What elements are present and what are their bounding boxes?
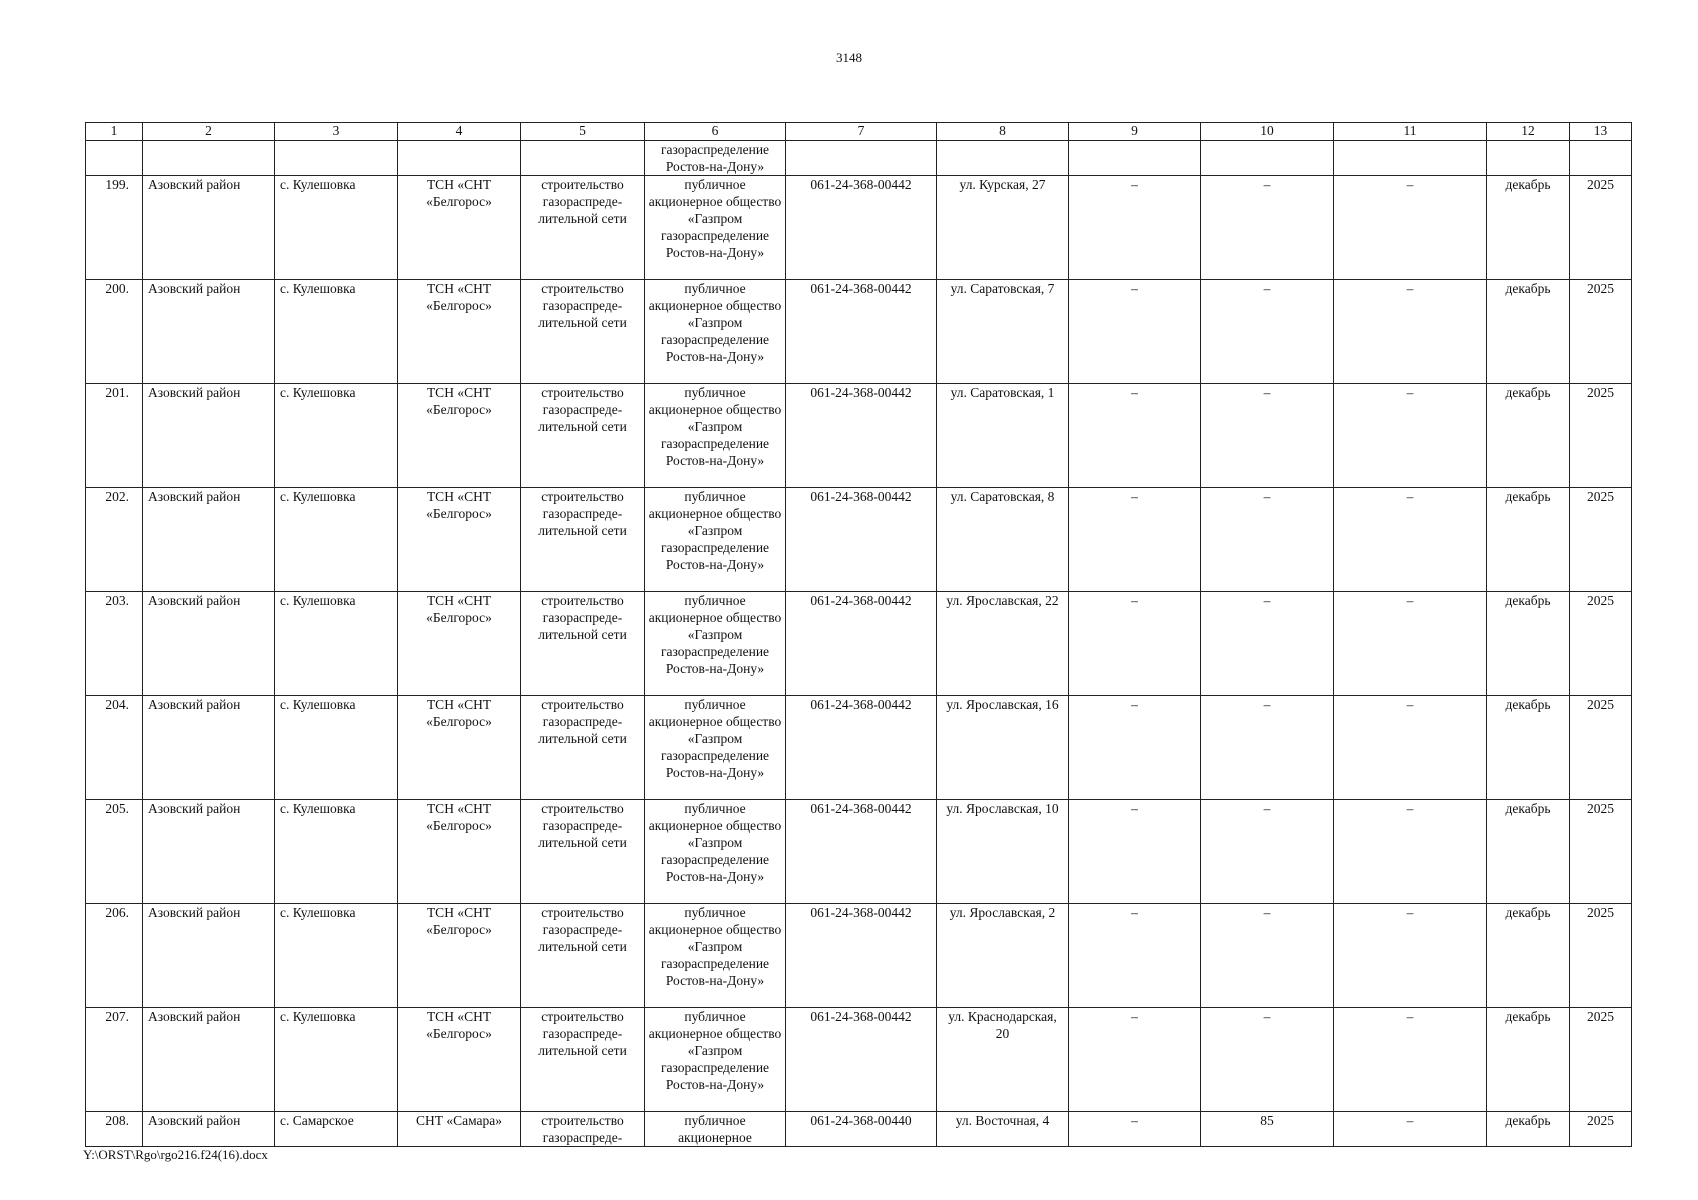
col10-cell: 85 <box>1201 1112 1334 1147</box>
object-code-cell: 061-24-368-00442 <box>786 280 937 384</box>
organization-cell: ТСН «СНТ «Белгорос» <box>398 904 521 1008</box>
col9-cell: – <box>1069 176 1201 280</box>
work-type-cell: строительство газораспреде-лительной сети <box>521 800 645 904</box>
object-code-cell: 061-24-368-00442 <box>786 696 937 800</box>
district-cell: Азовский район <box>143 176 275 280</box>
col11-cell: – <box>1334 488 1487 592</box>
column-header-6: 6 <box>645 123 786 141</box>
work-type-cell: строительство газораспреде- <box>521 1112 645 1147</box>
col9-cell: – <box>1069 800 1201 904</box>
year-cell: 2025 <box>1570 696 1632 800</box>
company-cell: публичное акционерное общество «Газпром газораспределение Ростов-на-Дону» <box>645 384 786 488</box>
month-cell: декабрь <box>1487 1008 1570 1112</box>
company-cell: публичное акционерное общество «Газпром газораспределение Ростов-на-Дону» <box>645 904 786 1008</box>
object-code-cell: 061-24-368-00442 <box>786 800 937 904</box>
col10-cell: – <box>1201 488 1334 592</box>
work-type-cell: строительство газораспреде-лительной сети <box>521 176 645 280</box>
organization-cell: СНТ «Самара» <box>398 1112 521 1147</box>
district-cell: Азовский район <box>143 904 275 1008</box>
work-type-cell: строительство газораспреде-лительной сети <box>521 592 645 696</box>
table-row <box>86 592 1632 696</box>
district-cell: Азовский район <box>143 1008 275 1112</box>
month-cell: декабрь <box>1487 384 1570 488</box>
organization-cell: ТСН «СНТ «Белгорос» <box>398 696 521 800</box>
table-row <box>86 800 1632 904</box>
row-number-cell: 205. <box>86 800 143 904</box>
column-number-header <box>86 123 1632 141</box>
row-number-cell: 208. <box>86 1112 143 1147</box>
table-row <box>86 904 1632 1008</box>
work-type-cell: строительство газораспреде-лительной сети <box>521 384 645 488</box>
settlement-cell: с. Кулешовка <box>275 1008 398 1112</box>
continued-company-cell: газораспределение Ростов-на-Дону» <box>645 141 786 176</box>
column-header-1: 1 <box>86 123 143 141</box>
document-table-wrapper <box>85 122 1631 1147</box>
col10-cell: – <box>1201 280 1334 384</box>
address-cell: ул. Краснодарская, 20 <box>937 1008 1069 1112</box>
district-cell: Азовский район <box>143 800 275 904</box>
table-row <box>86 384 1632 488</box>
work-type-cell: строительство газораспреде-лительной сети <box>521 696 645 800</box>
company-cell: публичное акционерное общество «Газпром газораспределение Ростов-на-Дону» <box>645 176 786 280</box>
column-header-7: 7 <box>786 123 937 141</box>
object-code-cell: 061-24-368-00440 <box>786 1112 937 1147</box>
district-cell: Азовский район <box>143 1112 275 1147</box>
col11-cell: – <box>1334 176 1487 280</box>
company-cell: публичное акционерное общество «Газпром газораспределение Ростов-на-Дону» <box>645 280 786 384</box>
col11-cell: – <box>1334 1112 1487 1147</box>
address-cell: ул. Восточная, 4 <box>937 1112 1069 1147</box>
year-cell: 2025 <box>1570 176 1632 280</box>
object-code-cell: 061-24-368-00442 <box>786 176 937 280</box>
col10-cell: – <box>1201 1008 1334 1112</box>
col10-cell: – <box>1201 800 1334 904</box>
company-cell: публичное акционерное общество «Газпром газораспределение Ростов-на-Дону» <box>645 488 786 592</box>
settlement-cell: с. Самарское <box>275 1112 398 1147</box>
col10-cell: – <box>1201 592 1334 696</box>
gas-network-table <box>85 122 1632 1147</box>
work-type-cell: строительство газораспреде-лительной сети <box>521 1008 645 1112</box>
col9-cell: – <box>1069 280 1201 384</box>
row-number-cell: 206. <box>86 904 143 1008</box>
column-header-4: 4 <box>398 123 521 141</box>
column-header-8: 8 <box>937 123 1069 141</box>
column-header-3: 3 <box>275 123 398 141</box>
year-cell: 2025 <box>1570 904 1632 1008</box>
month-cell: декабрь <box>1487 904 1570 1008</box>
column-header-9: 9 <box>1069 123 1201 141</box>
organization-cell: ТСН «СНТ «Белгорос» <box>398 176 521 280</box>
address-cell: ул. Ярославская, 16 <box>937 696 1069 800</box>
col10-cell: – <box>1201 904 1334 1008</box>
settlement-cell: с. Кулешовка <box>275 488 398 592</box>
company-cell: публичное акционерное <box>645 1112 786 1147</box>
col9-cell: – <box>1069 696 1201 800</box>
settlement-cell: с. Кулешовка <box>275 696 398 800</box>
table-row <box>86 176 1632 280</box>
year-cell: 2025 <box>1570 280 1632 384</box>
address-cell: ул. Курская, 27 <box>937 176 1069 280</box>
organization-cell: ТСН «СНТ «Белгорос» <box>398 488 521 592</box>
col11-cell: – <box>1334 592 1487 696</box>
row-number-cell: 207. <box>86 1008 143 1112</box>
settlement-cell: с. Кулешовка <box>275 384 398 488</box>
address-cell: ул. Ярославская, 22 <box>937 592 1069 696</box>
organization-cell: ТСН «СНТ «Белгорос» <box>398 1008 521 1112</box>
settlement-cell: с. Кулешовка <box>275 176 398 280</box>
company-cell: публичное акционерное общество «Газпром газораспределение Ростов-на-Дону» <box>645 1008 786 1112</box>
organization-cell: ТСН «СНТ «Белгорос» <box>398 800 521 904</box>
object-code-cell: 061-24-368-00442 <box>786 592 937 696</box>
row-number-cell: 199. <box>86 176 143 280</box>
column-header-12: 12 <box>1487 123 1570 141</box>
object-code-cell: 061-24-368-00442 <box>786 1008 937 1112</box>
district-cell: Азовский район <box>143 488 275 592</box>
col10-cell: – <box>1201 176 1334 280</box>
district-cell: Азовский район <box>143 384 275 488</box>
work-type-cell: строительство газораспреде-лительной сети <box>521 904 645 1008</box>
address-cell: ул. Ярославская, 2 <box>937 904 1069 1008</box>
settlement-cell: с. Кулешовка <box>275 592 398 696</box>
month-cell: декабрь <box>1487 176 1570 280</box>
company-cell: публичное акционерное общество «Газпром газораспределение Ростов-на-Дону» <box>645 696 786 800</box>
col9-cell: – <box>1069 488 1201 592</box>
organization-cell: ТСН «СНТ «Белгорос» <box>398 384 521 488</box>
col9-cell: – <box>1069 384 1201 488</box>
page-number: 3148 <box>836 50 862 65</box>
year-cell: 2025 <box>1570 800 1632 904</box>
company-cell: публичное акционерное общество «Газпром газораспределение Ростов-на-Дону» <box>645 592 786 696</box>
month-cell: декабрь <box>1487 280 1570 384</box>
address-cell: ул. Саратовская, 8 <box>937 488 1069 592</box>
column-header-2: 2 <box>143 123 275 141</box>
table-row <box>86 280 1632 384</box>
work-type-cell: строительство газораспреде-лительной сети <box>521 488 645 592</box>
col11-cell: – <box>1334 384 1487 488</box>
table-row <box>86 696 1632 800</box>
col11-cell: – <box>1334 800 1487 904</box>
continuation-row <box>86 141 1632 176</box>
year-cell: 2025 <box>1570 592 1632 696</box>
row-number-cell: 203. <box>86 592 143 696</box>
address-cell: ул. Саратовская, 7 <box>937 280 1069 384</box>
organization-cell: ТСН «СНТ «Белгорос» <box>398 592 521 696</box>
year-cell: 2025 <box>1570 1008 1632 1112</box>
row-number-cell: 201. <box>86 384 143 488</box>
settlement-cell: с. Кулешовка <box>275 800 398 904</box>
col10-cell: – <box>1201 696 1334 800</box>
object-code-cell: 061-24-368-00442 <box>786 384 937 488</box>
footer-file-path: Y:\ORST\Rgo\rgo216.f24(16).docx <box>83 1147 268 1162</box>
settlement-cell: с. Кулешовка <box>275 280 398 384</box>
col9-cell: – <box>1069 1008 1201 1112</box>
object-code-cell: 061-24-368-00442 <box>786 488 937 592</box>
col11-cell: – <box>1334 280 1487 384</box>
col9-cell: – <box>1069 904 1201 1008</box>
col11-cell: – <box>1334 696 1487 800</box>
column-header-5: 5 <box>521 123 645 141</box>
organization-cell: ТСН «СНТ «Белгорос» <box>398 280 521 384</box>
month-cell: декабрь <box>1487 1112 1570 1147</box>
row-number-cell: 200. <box>86 280 143 384</box>
row-number-cell: 204. <box>86 696 143 800</box>
month-cell: декабрь <box>1487 592 1570 696</box>
company-cell: публичное акционерное общество «Газпром газораспределение Ростов-на-Дону» <box>645 800 786 904</box>
work-type-cell: строительство газораспреде-лительной сети <box>521 280 645 384</box>
column-header-10: 10 <box>1201 123 1334 141</box>
district-cell: Азовский район <box>143 280 275 384</box>
district-cell: Азовский район <box>143 592 275 696</box>
year-cell: 2025 <box>1570 1112 1632 1147</box>
row-number-cell: 202. <box>86 488 143 592</box>
col11-cell: – <box>1334 904 1487 1008</box>
month-cell: декабрь <box>1487 696 1570 800</box>
address-cell: ул. Саратовская, 1 <box>937 384 1069 488</box>
table-row <box>86 1112 1632 1147</box>
address-cell: ул. Ярославская, 10 <box>937 800 1069 904</box>
district-cell: Азовский район <box>143 696 275 800</box>
column-header-13: 13 <box>1570 123 1632 141</box>
object-code-cell: 061-24-368-00442 <box>786 904 937 1008</box>
column-header-11: 11 <box>1334 123 1487 141</box>
settlement-cell: с. Кулешовка <box>275 904 398 1008</box>
col9-cell: – <box>1069 592 1201 696</box>
col9-cell: – <box>1069 1112 1201 1147</box>
col10-cell: – <box>1201 384 1334 488</box>
year-cell: 2025 <box>1570 488 1632 592</box>
table-row <box>86 488 1632 592</box>
month-cell: декабрь <box>1487 800 1570 904</box>
col11-cell: – <box>1334 1008 1487 1112</box>
table-row <box>86 1008 1632 1112</box>
year-cell: 2025 <box>1570 384 1632 488</box>
month-cell: декабрь <box>1487 488 1570 592</box>
